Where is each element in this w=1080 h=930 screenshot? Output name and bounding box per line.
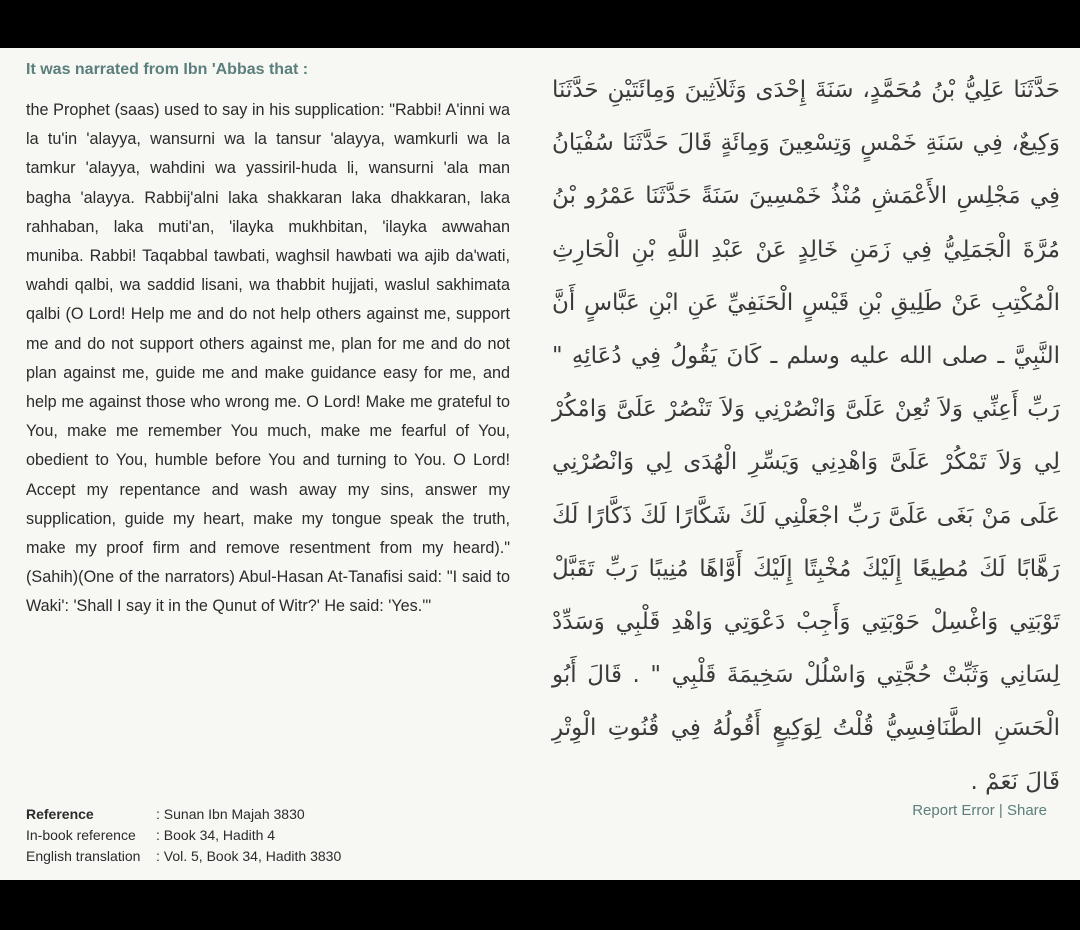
in-book-reference-row — [26, 825, 341, 846]
action-separator: | — [994, 802, 1007, 819]
hadith-page — [0, 48, 1080, 880]
share-link[interactable]: Share — [1006, 802, 1047, 819]
report-share-actions — [912, 802, 1047, 819]
reference-block — [26, 804, 341, 867]
report-error-link[interactable]: Report Error — [912, 802, 995, 819]
reference-label: Reference — [26, 806, 94, 822]
english-translation-label: English translation — [26, 848, 141, 864]
in-book-reference-value: : Book 34, Hadith 4 — [156, 827, 276, 843]
english-translation-value: : Vol. 5, Book 34, Hadith 3830 — [156, 848, 342, 864]
narrator-line: It was narrated from Ibn 'Abbas that : — [26, 61, 309, 78]
english-translation-row — [26, 846, 341, 867]
english-text: the Prophet (saas) used to say in his supplication: "Rabbi! A'inni wa la tu'in 'alayya, wansurni wa la tansur 'alayya, wamkurli wa la tamkur 'alayya, wahdini wa yassiril-huda li, wansurni 'ala man bagha 'alayya. Rabbij'alni laka shakkaran laka dhakkaran, laka rahhaban, laka muti'an, 'ilayka mukhbitan, 'ilayka awwahan muniba. Rabbi! Taqabbal tawbati, waghsil hawbati wa ajib da'wati, wahdi qalbi, wa saddid lisani, wa thabbit hujjati, waslul sakhimata qalbi (O Lord! Help me and do not help others against me, support me and do not support others against me, plan for me and do not plan against me, guide me and make guidance easy for me, and help me against those who wrong me. O Lord! Make me grateful to You, make me remember You much, make me fearful of You, obedient to You, humble before You and turning to You. O Lord! Accept my repentance and wash away my sins, answer my supplication, guide my heart, make my tongue speak the truth, make my proof firm and remove resentment from my heard)." (Sahih)(One of the narrators) Abul-Hasan At-Tanafisi said: "I said to Waki': 'Shall I say it in the Qunut of Witr?' He said: 'Yes.'" — [26, 101, 510, 616]
reference-value: : Sunan Ibn Majah 3830 — [156, 806, 305, 822]
in-book-reference-label: In-book reference — [26, 827, 136, 843]
reference-row — [26, 804, 341, 825]
arabic-text: حَدَّثَنَا عَلِيُّ بْنُ مُحَمَّدٍ، سَنَةَ إِحْدَى وَثَلاَثِينَ وَمِائَتَيْنِ حَدَّثَنَا وَكِيعٌ، فِي سَنَةِ خَمْسٍ وَتِسْعِينَ وَمِائَةٍ قَالَ حَدَّثَنَا سُفْيَانُ فِي مَجْلِسِ الأَعْمَشِ مُنْذُ خَمْسِينَ سَنَةً حَدَّثَنَا عَمْرُو بْنُ مُرَّةَ الْجَمَلِيُّ فِي زَمَنِ خَالِدٍ عَنْ عَبْدِ اللَّهِ بْنِ الْحَارِثِ الْمُكْتِبِ عَنْ طَلِيقِ بْنِ قَيْسٍ الْحَنَفِيِّ عَنِ ابْنِ عَبَّاسٍ أَنَّ النَّبِيَّ ـ صلى الله عليه وسلم ـ كَانَ يَقُولُ فِي دُعَائِهِ " رَبِّ أَعِنِّي وَلاَ تُعِنْ عَلَىَّ وَانْصُرْنِي وَلاَ تَنْصُرْ عَلَىَّ وَامْكُرْ لِي وَلاَ تَمْكُرْ عَلَىَّ وَاهْدِنِي وَيَسِّرِ الْهُدَى لِي وَانْصُرْنِي عَلَى مَنْ بَغَى عَلَىَّ رَبِّ اجْعَلْنِي لَكَ شَكَّارًا لَكَ ذَكَّارًا لَكَ رَهَّابًا لَكَ مُطِيعًا إِلَيْكَ مُخْبِتًا إِلَيْكَ أَوَّاهًا مُنِيبًا رَبِّ تَقَبَّلْ تَوْبَتِي وَاغْسِلْ حَوْبَتِي وَأَجِبْ دَعْوَتِي وَاهْدِ قَلْبِي وَسَدِّدْ لِسَانِي وَثَبِّتْ حُجَّتِي وَاسْلُلْ سَخِيمَةَ قَلْبِي " . قَالَ أَبُو الْحَسَنِ الطَّنَافِسِيُّ قُلْتُ لِوَكِيعٍ أَقُولُهُ فِي قُنُوتِ الْوِتْرِ قَالَ نَعَمْ . — [552, 77, 1060, 795]
